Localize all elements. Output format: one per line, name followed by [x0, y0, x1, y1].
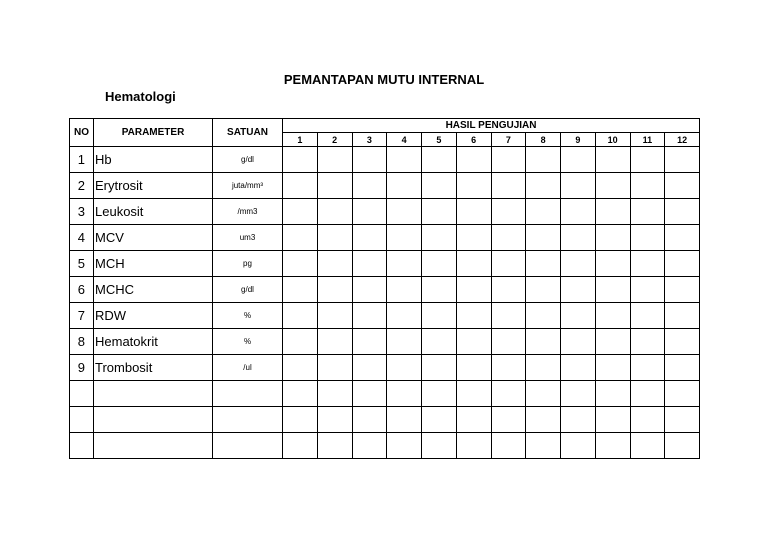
result-cell[interactable]: [352, 199, 387, 225]
table-row: [70, 173, 700, 199]
result-cell[interactable]: [422, 303, 457, 329]
result-cell[interactable]: [526, 225, 561, 251]
table-row: [70, 277, 700, 303]
result-cell[interactable]: [283, 303, 318, 329]
parameter-cell: Trombosit: [94, 355, 213, 381]
test-column-header: 9: [561, 133, 596, 147]
test-column-header: 10: [595, 133, 630, 147]
header-satuan: SATUAN: [213, 119, 283, 147]
result-cell[interactable]: [491, 173, 526, 199]
header-no: NO: [70, 119, 94, 147]
row-number: 8: [70, 329, 94, 355]
result-cell[interactable]: [630, 147, 665, 173]
result-cell[interactable]: [526, 355, 561, 381]
result-cell[interactable]: [317, 225, 352, 251]
result-cell[interactable]: [456, 433, 491, 459]
row-number: 5: [70, 251, 94, 277]
test-column-header: 5: [422, 133, 457, 147]
result-cell[interactable]: [317, 303, 352, 329]
result-cell[interactable]: [561, 147, 596, 173]
test-column-header: 4: [387, 133, 422, 147]
result-cell[interactable]: [387, 147, 422, 173]
result-cell[interactable]: [456, 277, 491, 303]
result-cell[interactable]: [595, 381, 630, 407]
result-cell[interactable]: [630, 381, 665, 407]
result-cell[interactable]: [283, 147, 318, 173]
result-cell[interactable]: [595, 277, 630, 303]
result-cell[interactable]: [422, 355, 457, 381]
result-cell[interactable]: [387, 433, 422, 459]
table-row: [70, 381, 700, 407]
result-cell[interactable]: [283, 407, 318, 433]
result-cell[interactable]: [561, 355, 596, 381]
parameter-cell: [94, 407, 213, 433]
result-cell[interactable]: [422, 225, 457, 251]
result-cell[interactable]: [491, 251, 526, 277]
result-cell[interactable]: [491, 225, 526, 251]
result-cell[interactable]: [283, 329, 318, 355]
result-cell[interactable]: [561, 381, 596, 407]
result-cell[interactable]: [317, 433, 352, 459]
result-cell[interactable]: [526, 303, 561, 329]
parameter-cell: [94, 433, 213, 459]
result-cell[interactable]: [317, 381, 352, 407]
parameter-cell: MCHC: [94, 277, 213, 303]
parameter-cell: Leukosit: [94, 199, 213, 225]
result-cell[interactable]: [422, 381, 457, 407]
row-number: 1: [70, 147, 94, 173]
unit-cell: [213, 381, 283, 407]
result-cell[interactable]: [456, 199, 491, 225]
result-cell[interactable]: [491, 433, 526, 459]
result-cell[interactable]: [387, 329, 422, 355]
unit-cell: %: [213, 303, 283, 329]
result-cell[interactable]: [595, 251, 630, 277]
result-cell[interactable]: [352, 329, 387, 355]
test-column-header: 3: [352, 133, 387, 147]
parameter-cell: [94, 381, 213, 407]
table-row: [70, 147, 700, 173]
result-cell[interactable]: [352, 251, 387, 277]
result-cell[interactable]: [561, 225, 596, 251]
result-cell[interactable]: [387, 251, 422, 277]
result-cell[interactable]: [665, 277, 700, 303]
result-cell[interactable]: [526, 407, 561, 433]
result-cell[interactable]: [630, 303, 665, 329]
result-cell[interactable]: [630, 329, 665, 355]
result-cell[interactable]: [561, 303, 596, 329]
row-number: 3: [70, 199, 94, 225]
unit-cell: juta/mm³: [213, 173, 283, 199]
table-row: [70, 355, 700, 381]
result-cell[interactable]: [491, 407, 526, 433]
test-column-header: 1: [283, 133, 318, 147]
row-number: [70, 433, 94, 459]
row-number: 9: [70, 355, 94, 381]
result-cell[interactable]: [387, 407, 422, 433]
result-cell[interactable]: [491, 355, 526, 381]
result-cell[interactable]: [491, 199, 526, 225]
result-cell[interactable]: [491, 303, 526, 329]
test-column-header: 11: [630, 133, 665, 147]
result-cell[interactable]: [352, 147, 387, 173]
table-body: [70, 147, 700, 459]
result-cell[interactable]: [561, 199, 596, 225]
table-row: [70, 225, 700, 251]
result-cell[interactable]: [526, 277, 561, 303]
result-cell[interactable]: [456, 303, 491, 329]
result-cell[interactable]: [595, 173, 630, 199]
result-cell[interactable]: [352, 225, 387, 251]
result-cell[interactable]: [561, 173, 596, 199]
result-cell[interactable]: [352, 407, 387, 433]
result-cell[interactable]: [595, 433, 630, 459]
result-cell[interactable]: [422, 329, 457, 355]
result-cell[interactable]: [526, 251, 561, 277]
header-row: [70, 119, 700, 133]
result-cell[interactable]: [491, 147, 526, 173]
test-column-header: 7: [491, 133, 526, 147]
unit-cell: um3: [213, 225, 283, 251]
result-cell[interactable]: [422, 407, 457, 433]
result-cell[interactable]: [665, 173, 700, 199]
unit-cell: [213, 433, 283, 459]
result-cell[interactable]: [630, 173, 665, 199]
parameter-cell: Hematokrit: [94, 329, 213, 355]
result-cell[interactable]: [283, 199, 318, 225]
result-cell[interactable]: [283, 277, 318, 303]
result-cell[interactable]: [456, 381, 491, 407]
unit-cell: g/dl: [213, 147, 283, 173]
table-row: [70, 407, 700, 433]
parameter-cell: Erytrosit: [94, 173, 213, 199]
result-cell[interactable]: [665, 303, 700, 329]
result-cell[interactable]: [317, 355, 352, 381]
unit-cell: /ul: [213, 355, 283, 381]
result-cell[interactable]: [283, 433, 318, 459]
result-cell[interactable]: [387, 277, 422, 303]
result-cell[interactable]: [526, 173, 561, 199]
result-cell[interactable]: [422, 433, 457, 459]
result-cell[interactable]: [422, 147, 457, 173]
result-cell[interactable]: [665, 407, 700, 433]
result-cell[interactable]: [561, 251, 596, 277]
result-cell[interactable]: [630, 251, 665, 277]
result-cell[interactable]: [387, 355, 422, 381]
result-cell[interactable]: [526, 199, 561, 225]
test-column-header: 6: [456, 133, 491, 147]
result-cell[interactable]: [526, 381, 561, 407]
result-cell[interactable]: [665, 433, 700, 459]
result-cell[interactable]: [283, 251, 318, 277]
result-cell[interactable]: [317, 199, 352, 225]
result-cell[interactable]: [352, 433, 387, 459]
result-cell[interactable]: [456, 173, 491, 199]
result-cell[interactable]: [456, 355, 491, 381]
document-title: PEMANTAPAN MUTU INTERNAL: [283, 72, 485, 87]
row-number: [70, 381, 94, 407]
result-cell[interactable]: [561, 433, 596, 459]
parameter-cell: MCH: [94, 251, 213, 277]
result-cell[interactable]: [317, 251, 352, 277]
result-cell[interactable]: [665, 225, 700, 251]
result-cell[interactable]: [317, 147, 352, 173]
result-cell[interactable]: [665, 147, 700, 173]
result-cell[interactable]: [387, 381, 422, 407]
test-column-header: 12: [665, 133, 700, 147]
parameter-cell: RDW: [94, 303, 213, 329]
result-cell[interactable]: [561, 329, 596, 355]
parameter-cell: Hb: [94, 147, 213, 173]
result-cell[interactable]: [561, 277, 596, 303]
table-row: [70, 329, 700, 355]
header-parameter: PARAMETER: [94, 119, 213, 147]
result-cell[interactable]: [561, 407, 596, 433]
result-cell[interactable]: [352, 303, 387, 329]
result-cell[interactable]: [422, 199, 457, 225]
result-cell[interactable]: [526, 147, 561, 173]
table-row: [70, 303, 700, 329]
row-number: 7: [70, 303, 94, 329]
result-cell[interactable]: [387, 225, 422, 251]
result-cell[interactable]: [456, 225, 491, 251]
result-cell[interactable]: [456, 407, 491, 433]
table-row: [70, 199, 700, 225]
result-cell[interactable]: [352, 355, 387, 381]
result-cell[interactable]: [422, 277, 457, 303]
result-cell[interactable]: [317, 277, 352, 303]
row-number: 4: [70, 225, 94, 251]
result-cell[interactable]: [422, 173, 457, 199]
unit-cell: %: [213, 329, 283, 355]
unit-cell: /mm3: [213, 199, 283, 225]
result-cell[interactable]: [387, 173, 422, 199]
result-cell[interactable]: [456, 147, 491, 173]
result-cell[interactable]: [630, 355, 665, 381]
test-column-header: 8: [526, 133, 561, 147]
result-cell[interactable]: [630, 433, 665, 459]
result-cell[interactable]: [456, 251, 491, 277]
table-row: [70, 433, 700, 459]
result-cell[interactable]: [630, 277, 665, 303]
result-cell[interactable]: [422, 251, 457, 277]
row-number: 6: [70, 277, 94, 303]
result-cell[interactable]: [665, 251, 700, 277]
result-cell[interactable]: [595, 407, 630, 433]
table-row: [70, 251, 700, 277]
result-cell[interactable]: [317, 329, 352, 355]
test-column-header: 2: [317, 133, 352, 147]
parameter-cell: MCV: [94, 225, 213, 251]
unit-cell: pg: [213, 251, 283, 277]
result-cell[interactable]: [665, 355, 700, 381]
result-cell[interactable]: [456, 329, 491, 355]
result-cell[interactable]: [665, 329, 700, 355]
unit-cell: g/dl: [213, 277, 283, 303]
result-cell[interactable]: [387, 303, 422, 329]
result-cell[interactable]: [283, 355, 318, 381]
result-cell[interactable]: [491, 329, 526, 355]
result-cell[interactable]: [595, 147, 630, 173]
unit-cell: [213, 407, 283, 433]
result-cell[interactable]: [317, 173, 352, 199]
result-cell[interactable]: [665, 199, 700, 225]
result-cell[interactable]: [352, 277, 387, 303]
result-cell[interactable]: [283, 381, 318, 407]
result-cell[interactable]: [352, 381, 387, 407]
result-cell[interactable]: [283, 173, 318, 199]
result-cell[interactable]: [630, 199, 665, 225]
result-cell[interactable]: [526, 329, 561, 355]
result-cell[interactable]: [665, 381, 700, 407]
result-cell[interactable]: [317, 407, 352, 433]
header-hasil-pengujian: HASIL PENGUJIAN: [283, 119, 700, 133]
section-subtitle: Hematologi: [105, 89, 176, 104]
result-cell[interactable]: [387, 199, 422, 225]
result-cell[interactable]: [595, 199, 630, 225]
result-cell[interactable]: [491, 381, 526, 407]
result-cell[interactable]: [595, 303, 630, 329]
result-cell[interactable]: [630, 225, 665, 251]
row-number: [70, 407, 94, 433]
result-cell[interactable]: [283, 225, 318, 251]
row-number: 2: [70, 173, 94, 199]
result-cell[interactable]: [595, 225, 630, 251]
qc-table: [69, 118, 700, 459]
result-cell[interactable]: [491, 277, 526, 303]
result-cell[interactable]: [595, 355, 630, 381]
result-cell[interactable]: [526, 433, 561, 459]
result-cell[interactable]: [352, 173, 387, 199]
result-cell[interactable]: [595, 329, 630, 355]
result-cell[interactable]: [630, 407, 665, 433]
